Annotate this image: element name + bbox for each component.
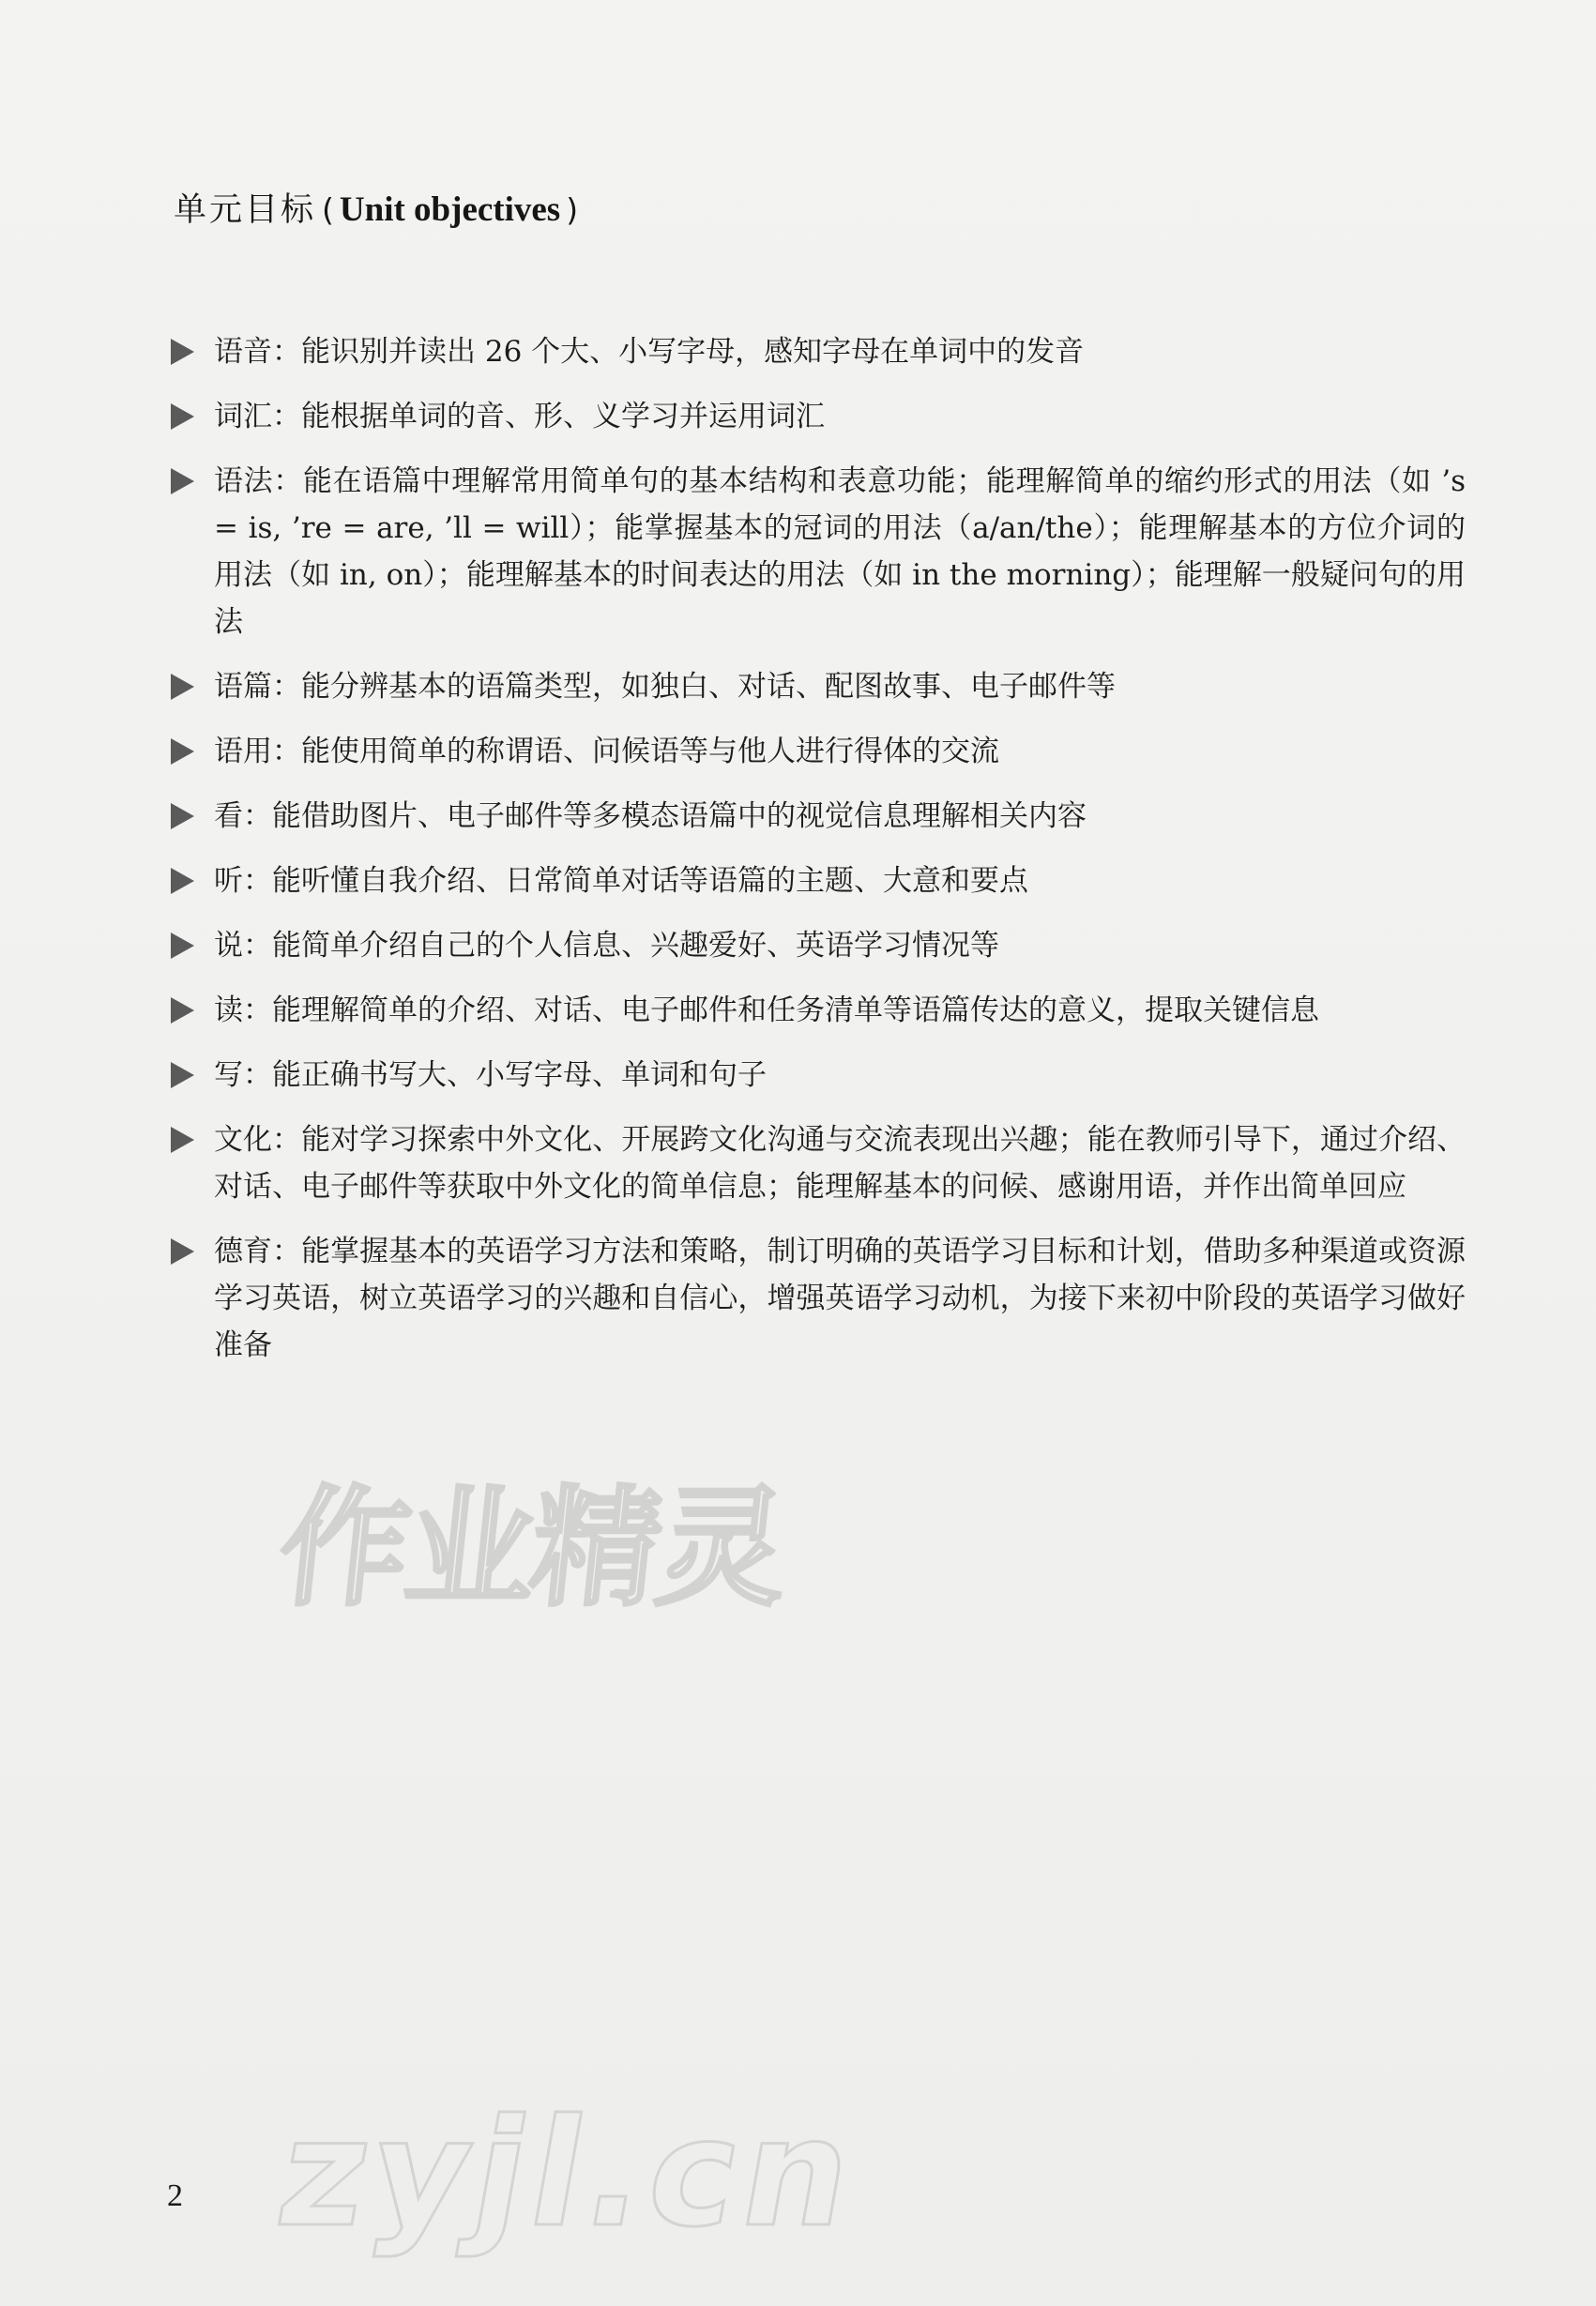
objective-text: 读：能理解简单的介绍、对话、电子邮件和任务清单等语篇传达的意义，提取关键信息 [214,994,1319,1027]
objectives-list [171,328,1466,1387]
heading-paren-close: ) [566,191,579,228]
objective-item [171,1228,1466,1369]
objective-item [171,663,1466,710]
objective-text: 词汇：能根据单词的音、形、义学习并运用词汇 [214,400,825,433]
objective-text: 文化：能对学习探索中外文化、开展跨文化沟通与交流表现出兴趣；能在教师引导下，通过介绍、对话、电子邮件等获取中外文化的简单信息；能理解基本的问候、感谢用语，并作出简单回应 [214,1123,1466,1204]
triangle-right-icon [171,339,194,365]
objective-item [171,1116,1466,1210]
objective-item [171,728,1466,775]
triangle-right-icon [171,674,194,700]
objective-text: 看：能借助图片、电子邮件等多模态语篇中的视觉信息理解相关内容 [214,799,1087,833]
url-watermark: zyjl.cn [266,2087,871,2260]
brand-watermark: 作业精灵 [272,1473,792,1624]
objective-item [171,857,1466,904]
triangle-right-icon [171,468,194,494]
triangle-right-icon [171,1127,194,1153]
triangle-right-icon [171,1238,194,1265]
objective-item [171,393,1466,440]
heading-chinese: 单元目标 [174,191,317,229]
objective-item [171,793,1466,840]
triangle-right-icon [171,403,194,430]
heading-paren-open: ( [322,191,334,228]
objective-text: 写：能正确书写大、小写字母、单词和句子 [214,1058,767,1092]
objective-item [171,922,1466,969]
page-number: 2 [167,2178,183,2213]
objective-text: 听：能听懂自我介绍、日常简单对话等语篇的主题、大意和要点 [214,864,1028,898]
objective-item [171,987,1466,1034]
objective-text: 语用：能使用简单的称谓语、问候语等与他人进行得体的交流 [214,735,999,768]
objective-item [171,458,1466,645]
triangle-right-icon [171,933,194,959]
objective-text: 语音：能识别并读出 26 个大、小写字母，感知字母在单词中的发音 [214,335,1085,369]
triangle-right-icon [171,803,194,829]
triangle-right-icon [171,738,194,765]
objective-text: 说：能简单介绍自己的个人信息、兴趣爱好、英语学习情况等 [214,929,999,963]
objective-item [171,1052,1466,1099]
objective-text: 语篇：能分辨基本的语篇类型，如独白、对话、配图故事、电子邮件等 [214,670,1116,704]
objective-item [171,328,1466,375]
section-heading [174,184,584,231]
triangle-right-icon [171,868,194,894]
objective-text: 语法：能在语篇中理解常用简单句的基本结构和表意功能；能理解简单的缩约形式的用法（如 ’s = is, ’re = are, ’ll = will）；能掌握基本的冠词的用法（a/an/the）；能理解基本的方位介词的用法（如 in, on）；能理解基本的时间表达的用法（如 in the morning）；能理解一般疑问句的用法 [214,464,1466,639]
heading-english: Unit objectives [339,190,561,229]
objective-text: 德育：能掌握基本的英语学习方法和策略，制订明确的英语学习目标和计划，借助多种渠道或资源学习英语，树立英语学习的兴趣和自信心，增强英语学习动机，为接下来初中阶段的英语学习做好准备 [214,1235,1466,1362]
triangle-right-icon [171,997,194,1024]
triangle-right-icon [171,1062,194,1088]
